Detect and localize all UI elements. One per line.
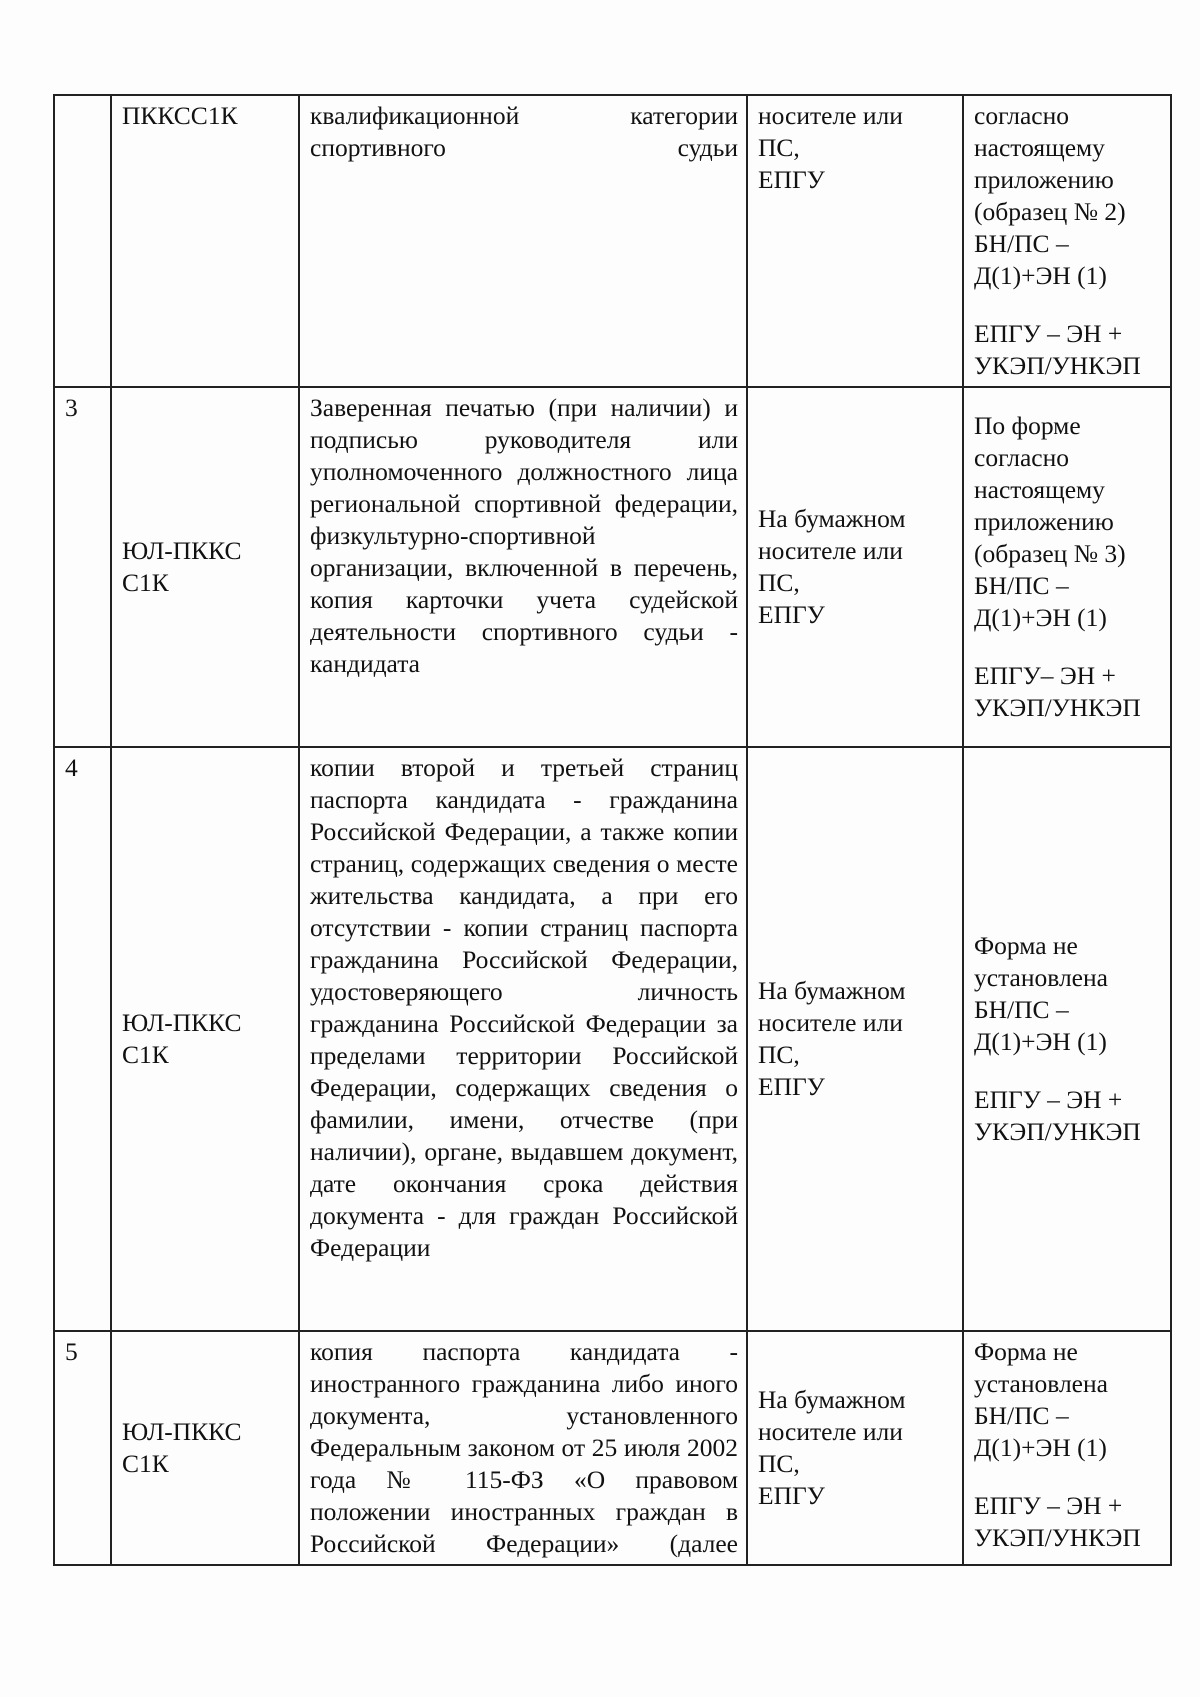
carrier-line: На бумажном — [758, 976, 906, 1005]
carrier-line: ПС, — [758, 568, 800, 597]
carrier-line: носителе или — [758, 1008, 903, 1037]
form-requirements-cell — [963, 95, 1171, 387]
document-description-cell: копия паспорта кандидата - иностранного гражданина либо иного документа, установленного Федеральным законом от 25 июля 2002 года № 115-ФЗ «О правовом положении иностранных граждан в Российской Федерации» (далее — [299, 1331, 747, 1565]
form-line: УКЭП/УНКЭП — [974, 693, 1141, 722]
form-line: настоящему — [974, 133, 1105, 162]
carrier-line: На бумажном — [758, 504, 906, 533]
form-requirements-cell — [963, 747, 1171, 1331]
carrier-cell — [747, 1331, 963, 1565]
form-line: По форме — [974, 411, 1081, 440]
form-line: приложению — [974, 165, 1114, 194]
carrier-line: ЕПГУ — [758, 1072, 825, 1101]
form-line: ЕПГУ– ЭН + — [974, 661, 1116, 690]
form-line: ЕПГУ – ЭН + — [974, 319, 1123, 348]
row-number-cell — [54, 95, 111, 387]
form-requirements-cell — [963, 387, 1171, 747]
applicant-code: ЮЛ-ПККСС1К — [122, 1417, 242, 1478]
document-description-cell: Заверенная печатью (при наличии) и подписью руководителя или уполномоченного должностного лица региональной спортивной федерации, физкультурно-спортивной организации, включенной в перечень, копия карточки учета судейской деятельности спортивного судьи - кандидата — [299, 387, 747, 747]
applicant-code-cell — [111, 387, 299, 747]
requirements-table — [53, 94, 1172, 1566]
row-number-cell: 3 — [54, 387, 111, 747]
row-number-cell: 4 — [54, 747, 111, 1331]
form-requirements-cell — [963, 1331, 1171, 1565]
carrier-line: ПС, — [758, 1449, 800, 1478]
form-line: (образец № 3) — [974, 539, 1126, 568]
form-line: УКЭП/УНКЭП — [974, 1117, 1141, 1146]
form-line: УКЭП/УНКЭП — [974, 351, 1141, 380]
table-row — [54, 95, 1171, 387]
form-line: приложению — [974, 507, 1114, 536]
form-line: согласно — [974, 443, 1069, 472]
form-line: установлена — [974, 1369, 1108, 1398]
form-line: БН/ПС – — [974, 995, 1069, 1024]
form-line: ЕПГУ – ЭН + — [974, 1491, 1123, 1520]
document-description-cell: квалификационной категории спортивного судьи — [299, 95, 747, 387]
carrier-line: носителе или — [758, 101, 903, 130]
form-line: УКЭП/УНКЭП — [974, 1523, 1141, 1552]
form-line: Д(1)+ЭН (1) — [974, 261, 1107, 290]
carrier-line: ЕПГУ — [758, 600, 825, 629]
carrier-line: носителе или — [758, 536, 903, 565]
applicant-code: ЮЛ-ПККСС1К — [122, 1008, 242, 1069]
form-line: настоящему — [974, 475, 1105, 504]
form-line: Д(1)+ЭН (1) — [974, 1027, 1107, 1056]
carrier-line: ПС, — [758, 133, 800, 162]
applicant-code-cell — [111, 747, 299, 1331]
form-spacer — [974, 1464, 1162, 1490]
table-row — [54, 1331, 1171, 1565]
form-line: Форма не — [974, 931, 1078, 960]
form-spacer — [974, 292, 1162, 318]
applicant-code-cell: ПККСС1К — [111, 95, 299, 387]
carrier-cell — [747, 95, 963, 387]
form-line: БН/ПС – — [974, 1401, 1069, 1430]
form-spacer — [974, 634, 1162, 660]
applicant-code-cell — [111, 1331, 299, 1565]
form-line: Форма не — [974, 1337, 1078, 1366]
form-line: Д(1)+ЭН (1) — [974, 1433, 1107, 1462]
carrier-line: ПС, — [758, 1040, 800, 1069]
form-spacer — [974, 1058, 1162, 1084]
document-description-cell: копии второй и третьей страниц паспорта кандидата - гражданина Российской Федерации, а также копии страниц, содержащих сведения о месте жительства кандидата, а при его отсутствии - копии страниц паспорта гражданина Российской Федерации, удостоверяющего личность гражданина Российской Федерации за пределами территории Российской Федерации, содержащих сведения о фамилии, имени, отчестве (при наличии), органе, выдавшем документ, дате окончания срока действия документа - для граждан Российской Федерации — [299, 747, 747, 1331]
table-row — [54, 747, 1171, 1331]
form-line: БН/ПС – — [974, 571, 1069, 600]
applicant-code: ЮЛ-ПККСС1К — [122, 536, 242, 597]
carrier-cell — [747, 747, 963, 1331]
row-number-cell: 5 — [54, 1331, 111, 1565]
form-line: БН/ПС – — [974, 229, 1069, 258]
form-line: (образец № 2) — [974, 197, 1126, 226]
form-line: Д(1)+ЭН (1) — [974, 603, 1107, 632]
form-line: согласно — [974, 101, 1069, 130]
table-row — [54, 387, 1171, 747]
carrier-line: ЕПГУ — [758, 1481, 825, 1510]
form-line: установлена — [974, 963, 1108, 992]
carrier-line: На бумажном — [758, 1385, 906, 1414]
carrier-line: носителе или — [758, 1417, 903, 1446]
form-line: ЕПГУ – ЭН + — [974, 1085, 1123, 1114]
carrier-line: ЕПГУ — [758, 165, 825, 194]
carrier-cell — [747, 387, 963, 747]
